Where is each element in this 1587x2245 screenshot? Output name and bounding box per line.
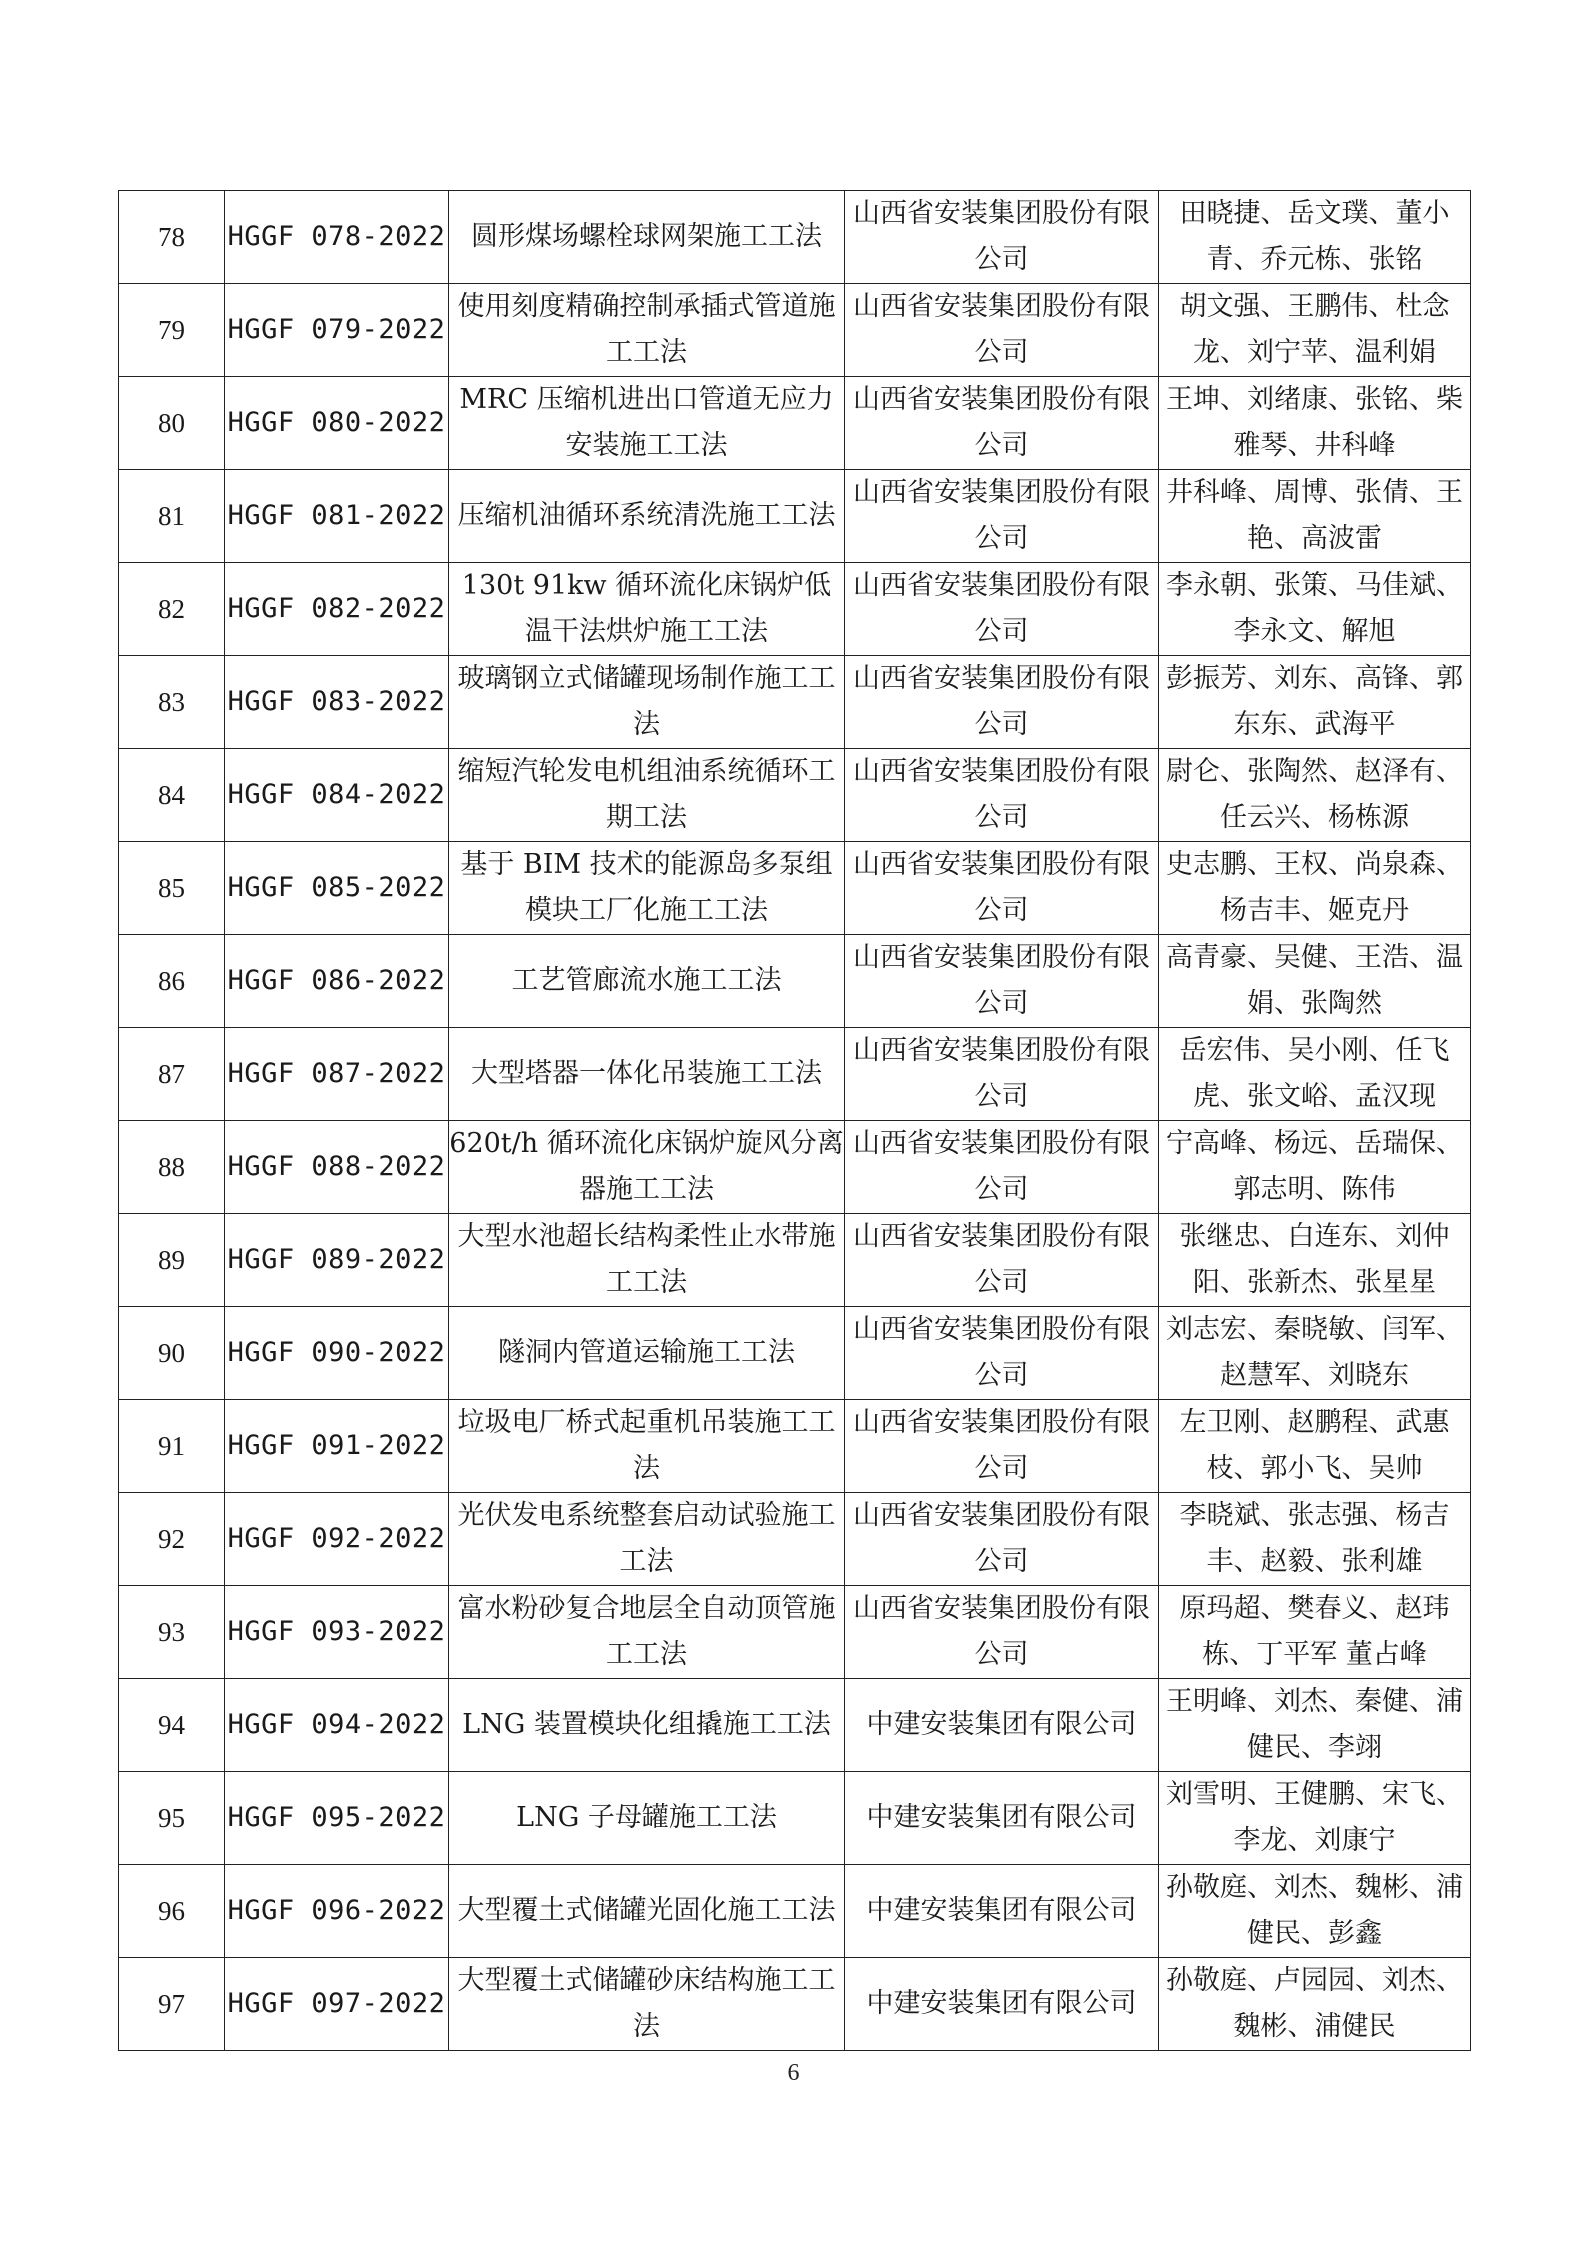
method-name-cell — [449, 1679, 845, 1772]
method-name-text: 基于 BIM 技术的能源岛多泵组模块工厂化施工工法 — [460, 849, 833, 926]
method-name-text: LNG 子母罐施工工法 — [516, 1802, 777, 1833]
method-code-cell — [225, 1400, 449, 1493]
authors-cell — [1159, 1958, 1471, 2051]
method-name-cell — [449, 1307, 845, 1400]
method-name-cell — [449, 563, 845, 656]
organization-text: 山西省安装集团股份有限公司 — [853, 1407, 1150, 1484]
organization-cell — [845, 1028, 1159, 1121]
row-number-cell — [119, 1865, 225, 1958]
table-body — [119, 191, 1471, 2051]
method-name-cell — [449, 191, 845, 284]
method-name-cell — [449, 1865, 845, 1958]
organization-cell — [845, 1493, 1159, 1586]
method-name-cell — [449, 1214, 845, 1307]
method-code-cell — [225, 1958, 449, 2051]
row-number-cell — [119, 1958, 225, 2051]
table-row — [119, 1679, 1471, 1772]
organization-text: 山西省安装集团股份有限公司 — [853, 663, 1150, 740]
method-code-cell — [225, 1772, 449, 1865]
method-code-text: HGGF 097-2022 — [227, 1988, 446, 2019]
table-row — [119, 656, 1471, 749]
method-name-text: 压缩机油循环系统清洗施工工法 — [457, 500, 836, 531]
organization-cell — [845, 1121, 1159, 1214]
organization-text: 山西省安装集团股份有限公司 — [853, 756, 1150, 833]
row-number-cell — [119, 842, 225, 935]
table-row — [119, 935, 1471, 1028]
table-row — [119, 1214, 1471, 1307]
organization-cell — [845, 563, 1159, 656]
method-name-cell — [449, 1958, 845, 2051]
method-name-text: 垃圾电厂桥式起重机吊装施工工法 — [457, 1407, 836, 1484]
method-name-text: LNG 装置模块化组撬施工工法 — [462, 1709, 831, 1740]
row-number-text: 82 — [158, 594, 185, 624]
organization-cell — [845, 470, 1159, 563]
organization-text: 山西省安装集团股份有限公司 — [853, 1128, 1150, 1205]
authors-cell — [1159, 470, 1471, 563]
table-row — [119, 377, 1471, 470]
organization-text: 山西省安装集团股份有限公司 — [853, 570, 1150, 647]
row-number-cell — [119, 1307, 225, 1400]
method-code-cell — [225, 1214, 449, 1307]
method-name-cell — [449, 1586, 845, 1679]
row-number-cell — [119, 1121, 225, 1214]
table-row — [119, 1586, 1471, 1679]
method-name-text: 620t/h 循环流化床锅炉旋风分离器施工工法 — [449, 1128, 844, 1205]
authors-cell — [1159, 1586, 1471, 1679]
authors-text: 李永朝、张策、马佳斌、李永文、解旭 — [1166, 570, 1463, 647]
organization-cell — [845, 1679, 1159, 1772]
method-name-cell — [449, 470, 845, 563]
row-number-text: 96 — [158, 1896, 185, 1926]
method-name-text: 工艺管廊流水施工工法 — [511, 965, 782, 996]
method-code-text: HGGF 084-2022 — [227, 779, 446, 810]
method-name-cell — [449, 749, 845, 842]
row-number-cell — [119, 935, 225, 1028]
method-code-text: HGGF 078-2022 — [227, 221, 446, 252]
method-name-cell — [449, 284, 845, 377]
authors-cell — [1159, 1772, 1471, 1865]
authors-cell — [1159, 1307, 1471, 1400]
row-number-text: 94 — [158, 1710, 185, 1740]
method-code-cell — [225, 1493, 449, 1586]
row-number-text: 81 — [158, 501, 185, 531]
method-code-cell — [225, 1028, 449, 1121]
row-number-cell — [119, 1214, 225, 1307]
authors-text: 田晓捷、岳文璞、董小青、乔元栋、张铭 — [1179, 198, 1450, 275]
authors-cell — [1159, 1679, 1471, 1772]
construction-methods-table — [118, 190, 1471, 2051]
authors-text: 刘志宏、秦晓敏、闫军、赵慧军、刘晓东 — [1166, 1314, 1463, 1391]
method-name-text: 大型水池超长结构柔性止水带施工工法 — [457, 1221, 836, 1298]
page-number: 6 — [787, 2060, 800, 2086]
organization-cell — [845, 935, 1159, 1028]
authors-cell — [1159, 1865, 1471, 1958]
row-number-text: 95 — [158, 1803, 185, 1833]
table-row — [119, 1772, 1471, 1865]
organization-text: 山西省安装集团股份有限公司 — [853, 1221, 1150, 1298]
authors-text: 岳宏伟、吴小刚、任飞虎、张文峪、孟汉现 — [1179, 1035, 1450, 1112]
row-number-text: 85 — [158, 873, 185, 903]
authors-cell — [1159, 1121, 1471, 1214]
method-code-cell — [225, 563, 449, 656]
authors-cell — [1159, 563, 1471, 656]
row-number-cell — [119, 470, 225, 563]
method-code-text: HGGF 094-2022 — [227, 1709, 446, 1740]
organization-text: 中建安装集团有限公司 — [866, 1709, 1137, 1740]
row-number-text: 93 — [158, 1617, 185, 1647]
method-code-cell — [225, 749, 449, 842]
organization-cell — [845, 377, 1159, 470]
row-number-text: 91 — [158, 1431, 185, 1461]
organization-text: 中建安装集团有限公司 — [866, 1895, 1137, 1926]
method-code-cell — [225, 1121, 449, 1214]
organization-text: 山西省安装集团股份有限公司 — [853, 291, 1150, 368]
table-row — [119, 749, 1471, 842]
authors-cell — [1159, 1400, 1471, 1493]
method-code-text: HGGF 086-2022 — [227, 965, 446, 996]
method-name-text: 玻璃钢立式储罐现场制作施工工法 — [457, 663, 836, 740]
table-row — [119, 470, 1471, 563]
method-name-cell — [449, 1028, 845, 1121]
row-number-text: 97 — [158, 1989, 185, 2019]
authors-text: 原玛超、樊春义、赵玮栋、丁平军 董占峰 — [1179, 1593, 1450, 1670]
authors-text: 孙敬庭、卢园园、刘杰、魏彬、浦健民 — [1166, 1965, 1463, 2042]
row-number-cell — [119, 1028, 225, 1121]
row-number-text: 83 — [158, 687, 185, 717]
method-name-text: 圆形煤场螺栓球网架施工工法 — [471, 221, 822, 252]
authors-text: 胡文强、王鹏伟、杜念龙、刘宁苹、温利娟 — [1179, 291, 1450, 368]
row-number-text: 79 — [158, 315, 185, 345]
row-number-cell — [119, 1586, 225, 1679]
method-code-text: HGGF 083-2022 — [227, 686, 446, 717]
row-number-text: 88 — [158, 1152, 185, 1182]
authors-cell — [1159, 191, 1471, 284]
organization-cell — [845, 1958, 1159, 2051]
method-name-text: 大型覆土式储罐砂床结构施工工法 — [457, 1965, 836, 2042]
authors-text: 李晓斌、张志强、杨吉丰、赵毅、张利雄 — [1179, 1500, 1450, 1577]
method-name-cell — [449, 656, 845, 749]
method-code-text: HGGF 093-2022 — [227, 1616, 446, 1647]
method-name-text: 富水粉砂复合地层全自动顶管施工工法 — [457, 1593, 836, 1670]
organization-cell — [845, 656, 1159, 749]
method-code-text: HGGF 092-2022 — [227, 1523, 446, 1554]
method-name-cell — [449, 377, 845, 470]
method-name-cell — [449, 1493, 845, 1586]
table-row — [119, 842, 1471, 935]
table-row — [119, 1865, 1471, 1958]
method-code-cell — [225, 1679, 449, 1772]
authors-text: 左卫刚、赵鹏程、武惠枝、郭小飞、吴帅 — [1179, 1407, 1450, 1484]
organization-cell — [845, 842, 1159, 935]
table-row — [119, 191, 1471, 284]
method-name-cell — [449, 1772, 845, 1865]
table-row — [119, 284, 1471, 377]
method-code-cell — [225, 1307, 449, 1400]
row-number-cell — [119, 1493, 225, 1586]
method-code-text: HGGF 089-2022 — [227, 1244, 446, 1275]
organization-text: 山西省安装集团股份有限公司 — [853, 1314, 1150, 1391]
organization-text: 山西省安装集团股份有限公司 — [853, 942, 1150, 1019]
method-name-cell — [449, 842, 845, 935]
method-code-cell — [225, 842, 449, 935]
organization-cell — [845, 284, 1159, 377]
organization-cell — [845, 749, 1159, 842]
method-name-text: 缩短汽轮发电机组油系统循环工期工法 — [457, 756, 836, 833]
table-row — [119, 1028, 1471, 1121]
row-number-text: 80 — [158, 408, 185, 438]
row-number-text: 89 — [158, 1245, 185, 1275]
row-number-cell — [119, 284, 225, 377]
row-number-cell — [119, 1679, 225, 1772]
organization-text: 中建安装集团有限公司 — [866, 1988, 1137, 2019]
table-row — [119, 1493, 1471, 1586]
method-code-cell — [225, 935, 449, 1028]
row-number-text: 78 — [158, 222, 185, 252]
method-code-text: HGGF 096-2022 — [227, 1895, 446, 1926]
row-number-text: 92 — [158, 1524, 185, 1554]
method-code-text: HGGF 091-2022 — [227, 1430, 446, 1461]
method-name-text: 隧洞内管道运输施工工法 — [498, 1337, 795, 1368]
method-name-text: 光伏发电系统整套启动试验施工工法 — [457, 1500, 836, 1577]
organization-cell — [845, 1214, 1159, 1307]
authors-cell — [1159, 377, 1471, 470]
organization-cell — [845, 1400, 1159, 1493]
method-name-cell — [449, 1400, 845, 1493]
organization-text: 中建安装集团有限公司 — [866, 1802, 1137, 1833]
method-code-text: HGGF 090-2022 — [227, 1337, 446, 1368]
authors-text: 彭振芳、刘东、高锋、郭东东、武海平 — [1166, 663, 1463, 740]
organization-text: 山西省安装集团股份有限公司 — [853, 1035, 1150, 1112]
organization-text: 山西省安装集团股份有限公司 — [853, 477, 1150, 554]
row-number-cell — [119, 656, 225, 749]
authors-text: 宁高峰、杨远、岳瑞保、郭志明、陈伟 — [1166, 1128, 1463, 1205]
authors-cell — [1159, 749, 1471, 842]
method-code-text: HGGF 085-2022 — [227, 872, 446, 903]
authors-text: 尉仑、张陶然、赵泽有、任云兴、杨栋源 — [1166, 756, 1463, 833]
authors-text: 井科峰、周博、张倩、王艳、高波雷 — [1166, 477, 1463, 554]
table-row — [119, 1121, 1471, 1214]
authors-text: 张继忠、白连东、刘仲阳、张新杰、张星星 — [1179, 1221, 1450, 1298]
authors-text: 王明峰、刘杰、秦健、浦健民、李翊 — [1166, 1686, 1463, 1763]
row-number-cell — [119, 191, 225, 284]
organization-text: 山西省安装集团股份有限公司 — [853, 198, 1150, 275]
organization-cell — [845, 191, 1159, 284]
method-code-text: HGGF 088-2022 — [227, 1151, 446, 1182]
method-name-cell — [449, 1121, 845, 1214]
organization-cell — [845, 1865, 1159, 1958]
method-code-text: HGGF 080-2022 — [227, 407, 446, 438]
method-code-text: HGGF 095-2022 — [227, 1802, 446, 1833]
row-number-text: 87 — [158, 1059, 185, 1089]
method-code-text: HGGF 082-2022 — [227, 593, 446, 624]
method-code-cell — [225, 656, 449, 749]
organization-cell — [845, 1307, 1159, 1400]
organization-text: 山西省安装集团股份有限公司 — [853, 849, 1150, 926]
method-name-text: 130t 91kw 循环流化床锅炉低温干法烘炉施工工法 — [461, 570, 832, 647]
method-code-cell — [225, 1865, 449, 1958]
authors-text: 王坤、刘绪康、张铭、柴雅琴、井科峰 — [1166, 384, 1463, 461]
method-code-cell — [225, 284, 449, 377]
organization-cell — [845, 1586, 1159, 1679]
table-row — [119, 563, 1471, 656]
method-code-cell — [225, 191, 449, 284]
method-name-text: 大型覆土式储罐光固化施工工法 — [457, 1895, 836, 1926]
method-name-text: 使用刻度精确控制承插式管道施工工法 — [457, 291, 836, 368]
authors-cell — [1159, 1028, 1471, 1121]
authors-cell — [1159, 842, 1471, 935]
row-number-text: 84 — [158, 780, 185, 810]
row-number-cell — [119, 377, 225, 470]
method-name-cell — [449, 935, 845, 1028]
authors-text: 刘雪明、王健鹏、宋飞、李龙、刘康宁 — [1166, 1779, 1463, 1856]
method-code-text: HGGF 087-2022 — [227, 1058, 446, 1089]
organization-text: 山西省安装集团股份有限公司 — [853, 1500, 1150, 1577]
method-name-text: MRC 压缩机进出口管道无应力安装施工工法 — [459, 384, 834, 461]
row-number-cell — [119, 1772, 225, 1865]
row-number-text: 90 — [158, 1338, 185, 1368]
authors-cell — [1159, 935, 1471, 1028]
row-number-cell — [119, 1400, 225, 1493]
authors-cell — [1159, 656, 1471, 749]
organization-text: 山西省安装集团股份有限公司 — [853, 1593, 1150, 1670]
authors-cell — [1159, 1493, 1471, 1586]
table-row — [119, 1400, 1471, 1493]
authors-text: 史志鹏、王权、尚泉森、杨吉丰、姬克丹 — [1166, 849, 1463, 926]
row-number-cell — [119, 749, 225, 842]
method-code-text: HGGF 079-2022 — [227, 314, 446, 345]
method-code-text: HGGF 081-2022 — [227, 500, 446, 531]
method-name-text: 大型塔器一体化吊装施工工法 — [471, 1058, 822, 1089]
authors-text: 高青豪、吴健、王浩、温娟、张陶然 — [1166, 942, 1463, 1019]
row-number-text: 86 — [158, 966, 185, 996]
organization-text: 山西省安装集团股份有限公司 — [853, 384, 1150, 461]
table-row — [119, 1307, 1471, 1400]
table-row — [119, 1958, 1471, 2051]
method-code-cell — [225, 377, 449, 470]
authors-cell — [1159, 284, 1471, 377]
method-code-cell — [225, 470, 449, 563]
row-number-cell — [119, 563, 225, 656]
authors-text: 孙敬庭、刘杰、魏彬、浦健民、彭鑫 — [1166, 1872, 1463, 1949]
organization-cell — [845, 1772, 1159, 1865]
method-code-cell — [225, 1586, 449, 1679]
authors-cell — [1159, 1214, 1471, 1307]
